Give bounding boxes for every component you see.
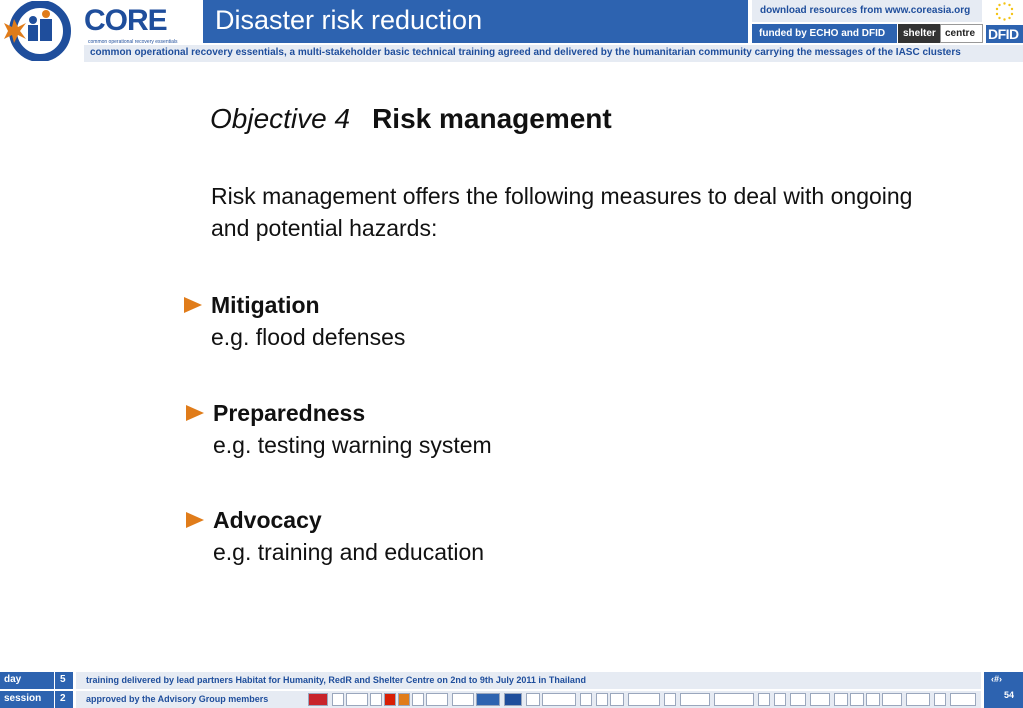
session-value-box xyxy=(55,691,73,708)
header xyxy=(0,0,1023,62)
partner-logo xyxy=(580,693,592,706)
approved-band xyxy=(76,691,981,708)
partner-logo xyxy=(774,693,786,706)
partner-logo xyxy=(934,693,946,706)
item-title: Preparedness xyxy=(213,400,366,426)
partner-logo xyxy=(680,693,710,706)
centre-logo xyxy=(940,24,983,43)
partner-logo xyxy=(332,693,344,706)
core-emblem-icon xyxy=(2,1,80,61)
funded-text: funded by ECHO and DFID xyxy=(759,28,886,39)
training-band xyxy=(76,672,981,689)
session-label: session xyxy=(4,693,42,704)
download-text: download resources from www.coreasia.org xyxy=(760,5,971,16)
partner-logo xyxy=(308,693,328,706)
partner-logo xyxy=(834,693,848,706)
item-title: Mitigation xyxy=(211,292,320,318)
day-value: 5 xyxy=(60,674,66,685)
heading-main: Risk management xyxy=(372,103,612,134)
shelter-logo xyxy=(898,24,940,43)
partner-logo xyxy=(370,693,382,706)
partner-logo xyxy=(426,693,448,706)
partner-logo xyxy=(850,693,864,706)
partner-logo xyxy=(664,693,676,706)
subtitle-text: common operational recovery essentials, a multi-stakeholder basic technical training agreed and delivered by the humanitarian community carrying the messages of the IASC clusters xyxy=(90,47,961,58)
session-value: 2 xyxy=(60,693,66,704)
subtitle-bar xyxy=(84,45,1023,62)
item-description: e.g. training and education xyxy=(213,539,485,565)
partner-logo xyxy=(628,693,660,706)
title-bar xyxy=(203,0,748,43)
dfid-logo xyxy=(986,25,1023,43)
page-number: 54 xyxy=(1004,690,1015,700)
partner-logo xyxy=(346,693,368,706)
item-description: e.g. testing warning system xyxy=(213,432,492,458)
partner-logo xyxy=(882,693,902,706)
day-label-box xyxy=(0,672,54,689)
right-triangle-icon xyxy=(185,403,205,423)
item-title: Advocacy xyxy=(213,507,322,533)
partner-logo xyxy=(504,693,522,706)
item-description: e.g. flood defenses xyxy=(211,324,406,350)
eu-flag-icon xyxy=(986,0,1023,25)
partner-logo xyxy=(758,693,770,706)
core-logo-subtext: common operational recovery essentials xyxy=(88,39,178,45)
slide-heading xyxy=(210,103,612,135)
partner-logo xyxy=(714,693,754,706)
partner-logo xyxy=(866,693,880,706)
session-label-box xyxy=(0,691,54,708)
partner-logo xyxy=(790,693,806,706)
day-value-box xyxy=(55,672,73,689)
centre-label: centre xyxy=(945,28,976,39)
download-link[interactable] xyxy=(752,0,982,22)
core-logo-word: CORE xyxy=(84,4,167,37)
partner-logo xyxy=(398,693,410,706)
partner-logo xyxy=(596,693,608,706)
partner-logos xyxy=(308,693,978,706)
partner-logo xyxy=(906,693,930,706)
partner-logo xyxy=(810,693,830,706)
heading-prefix: Objective 4 xyxy=(210,103,351,134)
partner-logo xyxy=(950,693,976,706)
page-number-box xyxy=(984,672,1023,708)
day-label: day xyxy=(4,674,22,685)
approved-text: approved by the Advisory Group members xyxy=(86,694,269,704)
shelter-label: shelter xyxy=(903,28,936,39)
right-triangle-icon xyxy=(185,510,205,530)
partner-logo xyxy=(526,693,540,706)
partner-logo xyxy=(542,693,576,706)
page-title: Disaster risk reduction xyxy=(215,5,483,35)
intro-text: Risk management offers the following measures to deal with ongoing and potential hazards: xyxy=(211,183,913,241)
training-text: training delivered by lead partners Habitat for Humanity, RedR and Shelter Centre on 2nd to 9th July 2011 in Thailand xyxy=(86,675,586,685)
partner-logo xyxy=(452,693,474,706)
right-triangle-icon xyxy=(183,295,203,315)
partner-logo xyxy=(412,693,424,706)
footer xyxy=(0,672,1023,708)
dfid-label: DFID xyxy=(988,26,1019,42)
funded-banner xyxy=(752,24,897,43)
partner-logo xyxy=(476,693,500,706)
partner-logo xyxy=(610,693,624,706)
page-symbol: ‹#› xyxy=(991,674,1002,684)
partner-logo xyxy=(384,693,396,706)
